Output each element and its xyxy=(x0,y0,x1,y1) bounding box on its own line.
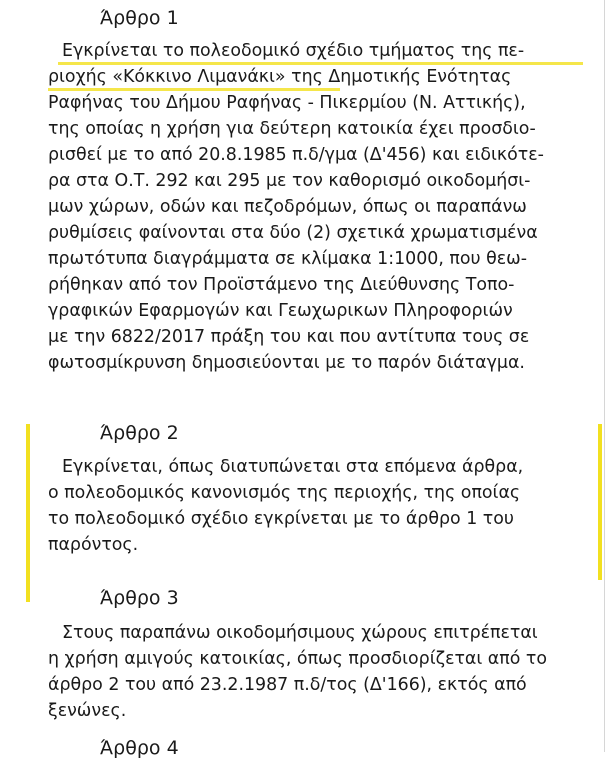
article-2-heading: Άρθρο 2 xyxy=(100,422,179,444)
article-2-line-4: παρόντος. xyxy=(48,535,139,555)
article-1-line-2: ριοχής «Κόκκινο Λιμανάκι» της Δημοτικής Ενότητας xyxy=(48,67,512,87)
article-1-line-7: μων χώρων, οδών και πεζοδρόμων, όπως οι παραπάνω xyxy=(48,197,527,217)
article-1-line-12: με την 6822/2017 πράξη του και που αντίτυπα τους σε xyxy=(48,327,530,347)
highlight-marker-right xyxy=(598,424,602,580)
article-3-line-3: άρθρο 2 του από 23.2.1987 π.δ/τος (Δ'166), εκτός από xyxy=(48,675,527,695)
article-1-line-1: Εγκρίνεται το πολεοδομικό σχέδιο τμήματος της πε- xyxy=(62,41,525,61)
article-1-line-6: ρα στα Ο.Τ. 292 και 295 με τον καθορισμό οικοδομήσι- xyxy=(48,171,531,191)
article-1-line-11: γραφικών Εφαρμογών και Γεωχωρικων Πληροφοριών xyxy=(48,301,513,321)
article-4-heading-partial: Άρθρο 4 xyxy=(100,737,179,759)
page-edge-divider xyxy=(604,0,605,752)
article-1-line-8: ρυθμίσεις φαίνονται στα δύο (2) σχετικά χρωματισμένα xyxy=(48,223,538,243)
article-3-line-4: ξενώνες. xyxy=(48,701,127,721)
highlight-marker-left xyxy=(26,424,30,602)
article-1-line-13: φωτοσμίκρυνση δημοσιεύονται με το παρόν διάταγμα. xyxy=(48,353,525,373)
article-3-line-2: η χρήση αμιγούς κατοικίας, όπως προσδιορίζεται από το xyxy=(48,649,548,669)
article-1-line-3: Ραφήνας του Δήμου Ραφήνας - Πικερμίου (Ν. Αττικής), xyxy=(48,93,526,113)
article-2-line-2: ο πολεοδομικός κανονισμός της περιοχής, της οποίας xyxy=(48,483,521,503)
article-3-heading: Άρθρο 3 xyxy=(100,587,179,609)
article-2-line-3: το πολεοδομικό σχέδιο εγκρίνεται με το άρθρο 1 του xyxy=(48,509,514,529)
article-1-line-4: της οποίας η χρήση για δεύτερη κατοικία έχει προσδιο- xyxy=(48,119,536,139)
article-1-heading: Άρθρο 1 xyxy=(100,7,179,29)
article-1-line-10: ρήθηκαν από τον Προϊστάμενο της Διεύθυνσης Τοπο- xyxy=(48,275,515,295)
article-2-line-1: Εγκρίνεται, όπως διατυπώνεται στα επόμενα άρθρα, xyxy=(62,457,524,477)
article-1-line-5: ρισθεί με το από 20.8.1985 π.δ/γμα (Δ'456) και ειδικότε- xyxy=(48,145,544,165)
article-1-line-9: πρωτότυπα διαγράμματα σε κλίμακα 1:1000, που θεω- xyxy=(48,249,527,269)
article-3-line-1: Στους παραπάνω οικοδομήσιμους χώρους επιτρέπεται xyxy=(62,623,538,643)
